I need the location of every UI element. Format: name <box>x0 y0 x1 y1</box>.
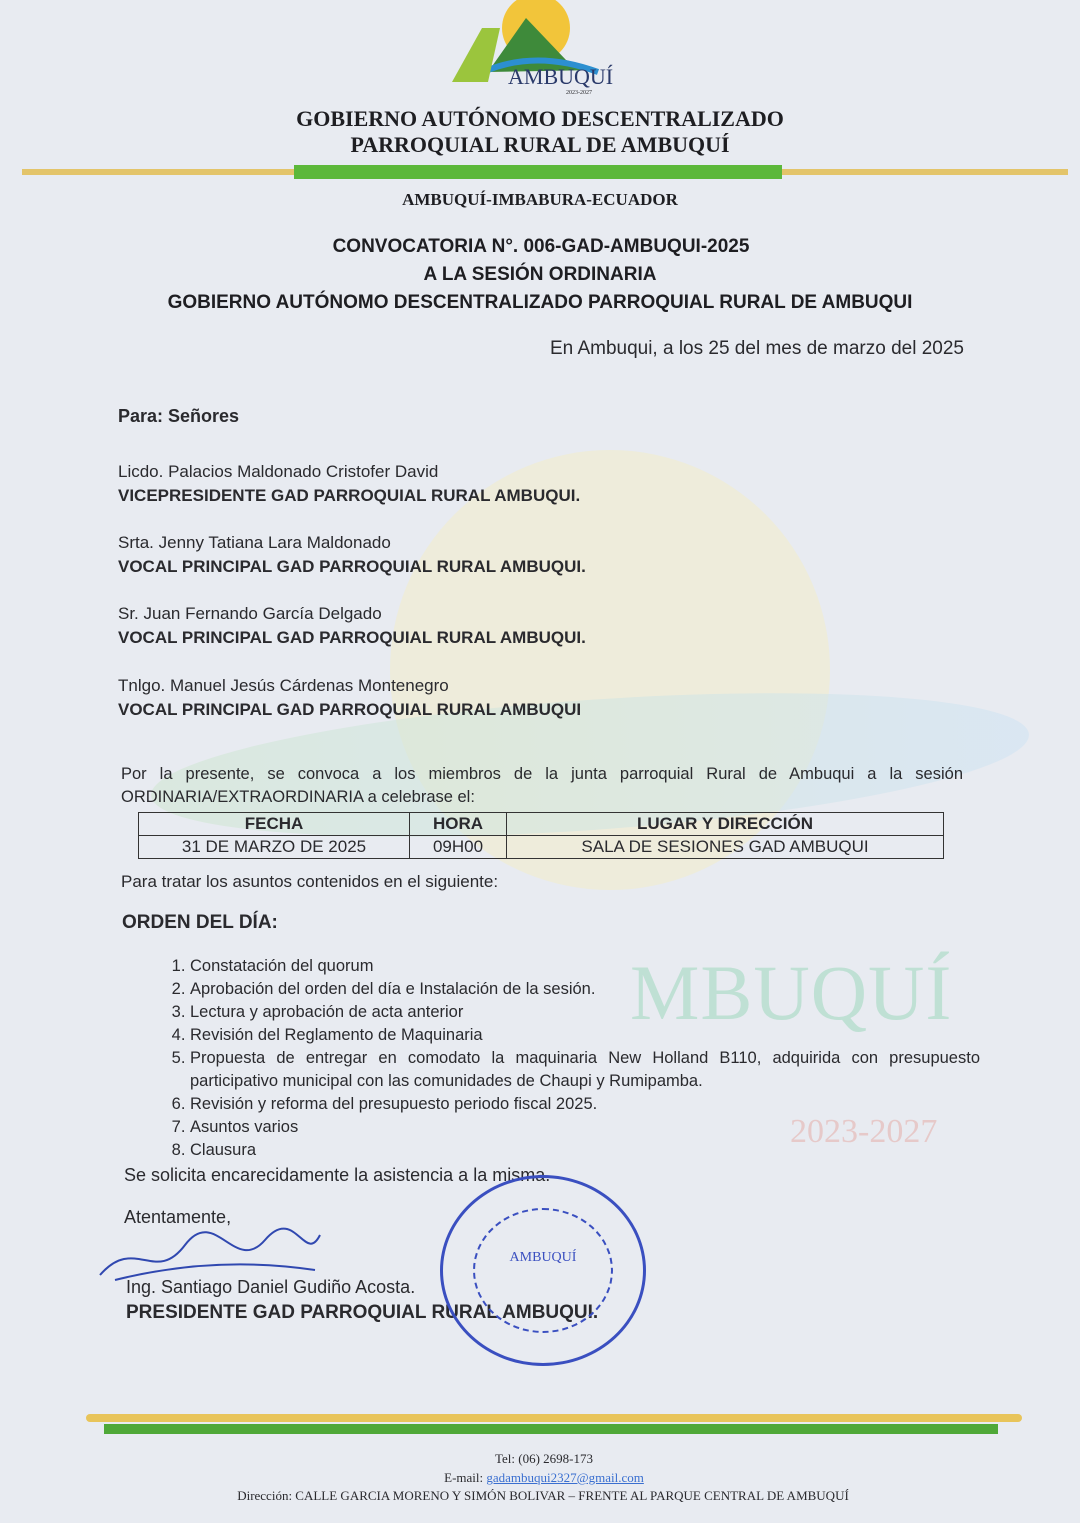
stamp-logo-text: AMBUQUÍ <box>473 1208 613 1333</box>
agenda-item: 3. Lectura y aprobación de acta anterior <box>190 1001 980 1024</box>
watermark-text: MBUQUÍ <box>630 949 953 1036</box>
recipient-name: Licdo. Palacios Maldonado Cristofer David <box>118 462 439 481</box>
footer-email-label: E-mail: <box>444 1470 484 1485</box>
recipient-name: Srta. Jenny Tatiana Lara Maldonado <box>118 533 391 552</box>
recipient-role: VOCAL PRINCIPAL GAD PARROQUIAL RURAL AMBUQUI <box>118 700 582 719</box>
intro-line1: Por la presente, se convoca a los miembros de la junta parroquial Rural de Ambuqui a la sesión <box>121 765 963 783</box>
recipient-name: Tnlgo. Manuel Jesús Cárdenas Montenegro <box>118 676 449 695</box>
closing-request: Se solicita encarecidamente la asistencia a la misma. <box>124 1165 551 1185</box>
after-table-text: Para tratar los asuntos contenidos en el siguiente: <box>121 872 499 891</box>
recipient-role: VICEPRESIDENTE GAD PARROQUIAL RURAL AMBUQUI. <box>118 486 581 505</box>
logo <box>448 0 614 100</box>
agenda-item: 1. Constatación del quorum <box>190 955 980 978</box>
footer-address: Dirección: CALLE GARCIA MORENO Y SIMÓN BOLIVAR – FRENTE AL PARQUE CENTRAL DE AMBUQUÍ <box>237 1488 849 1503</box>
convocatoria-number: CONVOCATORIA N°. 006-GAD-AMBUQUI-2025 <box>332 236 750 257</box>
salutation: Para: Señores <box>118 406 240 426</box>
agenda-item: 8. Clausura <box>190 1139 980 1162</box>
agenda-item: 4. Revisión del Reglamento de Maquinaria <box>190 1024 980 1047</box>
agenda-title: ORDEN DEL DÍA: <box>122 912 278 933</box>
watermark-years: 2023-2027 <box>790 1113 938 1150</box>
org-name-line1: GOBIERNO AUTÓNOMO DESCENTRALIZADO <box>296 106 784 131</box>
table-row <box>139 836 944 859</box>
footer-divider-gold <box>86 1414 1022 1422</box>
location-line: AMBUQUÍ-IMBABURA-ECUADOR <box>402 190 678 209</box>
date-line: En Ambuqui, a los 25 del mes de marzo del 2025 <box>549 338 964 359</box>
cell-hora: 09H00 <box>410 836 507 859</box>
header-divider-green <box>294 165 782 179</box>
header-fecha: FECHA <box>139 813 410 836</box>
intro-line2: ORDINARIA/EXTRAORDINARIA a celebrase el: <box>121 788 475 806</box>
footer-tel: Tel: (06) 2698-173 <box>494 1451 593 1466</box>
header-hora: HORA <box>410 813 507 836</box>
cell-lugar: SALA DE SESIONES GAD AMBUQUI <box>507 836 944 859</box>
signer-role: PRESIDENTE GAD PARROQUIAL RURAL AMBUQUI. <box>126 1302 599 1323</box>
logo-years: 2023-2027 <box>566 90 592 96</box>
recipient-role: VOCAL PRINCIPAL GAD PARROQUIAL RURAL AMBUQUI. <box>118 628 586 647</box>
agenda-list <box>150 955 980 1162</box>
cell-fecha: 31 DE MARZO DE 2025 <box>139 836 410 859</box>
agenda-item: 2. Aprobación del orden del día e Instalación de la sesión. <box>190 978 980 1001</box>
closing: Atentamente, <box>124 1207 232 1227</box>
org-name-line2: PARROQUIAL RURAL DE AMBUQUÍ <box>350 132 730 157</box>
agenda-item: 6. Revisión y reforma del presupuesto periodo fiscal 2025. <box>190 1093 980 1116</box>
header-lugar: LUGAR Y DIRECCIÓN <box>507 813 944 836</box>
session-table <box>138 812 944 859</box>
title-org: GOBIERNO AUTÓNOMO DESCENTRALIZADO PARROQUIAL RURAL DE AMBUQUI <box>167 292 913 313</box>
table-header-row <box>139 813 944 836</box>
agenda-item: 7. Asuntos varios <box>190 1116 980 1139</box>
logo-text: AMBUQUÍ <box>508 64 614 89</box>
official-stamp <box>440 1175 646 1366</box>
session-type: A LA SESIÓN ORDINARIA <box>423 264 657 285</box>
footer-email-link[interactable]: gadambuqui2327@gmail.com <box>486 1470 644 1485</box>
signer-name: Ing. Santiago Daniel Gudiño Acosta. <box>126 1277 416 1297</box>
recipient-name: Sr. Juan Fernando García Delgado <box>118 604 382 623</box>
agenda-item: 5. Propuesta de entregar en comodato la maquinaria New Holland B110, adquirida con presupuesto participativo municipal con las comunidades de Chaupi y Rumipamba. <box>190 1047 980 1093</box>
footer-divider-green <box>104 1424 998 1434</box>
footer-email-row <box>0 1470 1080 1486</box>
recipient-role: VOCAL PRINCIPAL GAD PARROQUIAL RURAL AMBUQUI. <box>118 557 586 576</box>
